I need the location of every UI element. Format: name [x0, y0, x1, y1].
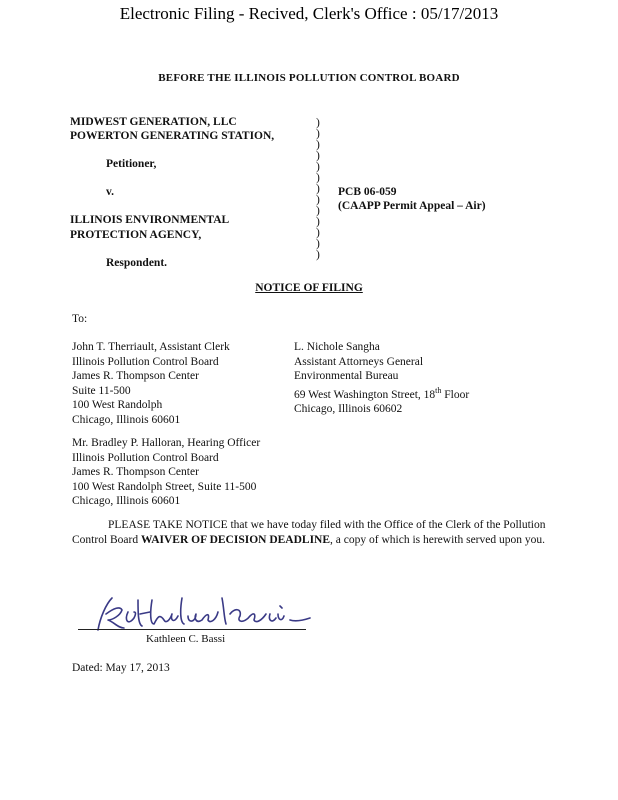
address-line: Illinois Pollution Control Board: [72, 451, 219, 464]
respondent-name-line-1: ILLINOIS ENVIRONMENTAL: [70, 214, 230, 226]
address-line: Illinois Pollution Control Board: [72, 355, 219, 368]
petitioner-name-line-2: POWERTON GENERATING STATION,: [70, 130, 275, 142]
notice-text-part-2: , a copy of which is herewith served upon you.: [330, 533, 545, 546]
caption-parentheses: ) ) ) ) ) ) ) ) ) ) ) ) ): [316, 117, 320, 261]
notice-title: [0, 282, 618, 294]
address-line: James R. Thompson Center: [72, 466, 199, 479]
respondent-name-line-2: PROTECTION AGENCY,: [70, 229, 202, 241]
to-label: To:: [72, 313, 88, 325]
case-type: (CAAPP Permit Appeal – Air): [338, 200, 486, 212]
notice-paragraph: [72, 518, 552, 547]
address-line: Suite 11-500: [72, 384, 131, 397]
address-line: Chicago, Illinois 60601: [72, 495, 181, 508]
document-title: WAIVER OF DECISION DEADLINE: [141, 533, 331, 546]
case-number: PCB 06-059: [338, 186, 397, 198]
address-line: Chicago, Illinois 60602: [294, 403, 403, 416]
dated-line: Dated: May 17, 2013: [72, 662, 170, 674]
handwritten-signature: [84, 590, 316, 638]
filing-header: Electronic Filing - Recived, Clerk's Office : 05/17/2013: [119, 4, 499, 23]
address-line: L. Nichole Sangha: [294, 341, 380, 353]
address-line: Chicago, Illinois 60601: [72, 413, 181, 426]
address-line: John T. Therriault, Assistant Clerk: [72, 341, 230, 353]
ordinal-suffix: th: [435, 385, 442, 395]
petitioner-role: Petitioner,: [106, 158, 157, 170]
signature-line: [78, 629, 306, 630]
petitioner-name-line-1: MIDWEST GENERATION, LLC: [70, 116, 237, 128]
address-line: Environmental Bureau: [294, 370, 399, 383]
address-line: 100 West Randolph Street, Suite 11-500: [72, 480, 257, 493]
address-line: James R. Thompson Center: [72, 370, 199, 383]
respondent-role: Respondent.: [106, 257, 168, 269]
address-line: 100 West Randolph: [72, 399, 163, 412]
clerk-address: [72, 340, 230, 428]
signatory-name: Kathleen C. Bassi: [146, 633, 226, 645]
versus-label: v.: [106, 186, 114, 198]
address-line: Assistant Attorneys General: [294, 355, 424, 368]
address-line: Mr. Bradley P. Halloran, Hearing Officer: [72, 437, 261, 449]
notice-title-text: NOTICE OF FILING: [255, 282, 363, 294]
hearing-officer-address: [72, 436, 260, 509]
attorney-general-address: [294, 340, 469, 417]
board-title: BEFORE THE ILLINOIS POLLUTION CONTROL BOARD: [158, 72, 460, 84]
address-line: 69 West Washington Street, 18th Floor: [294, 385, 470, 401]
notice-text-part-1: PLEASE TAKE NOTICE that we have today filed with the Office of the Clerk of the Pollution Control Board: [72, 519, 546, 546]
